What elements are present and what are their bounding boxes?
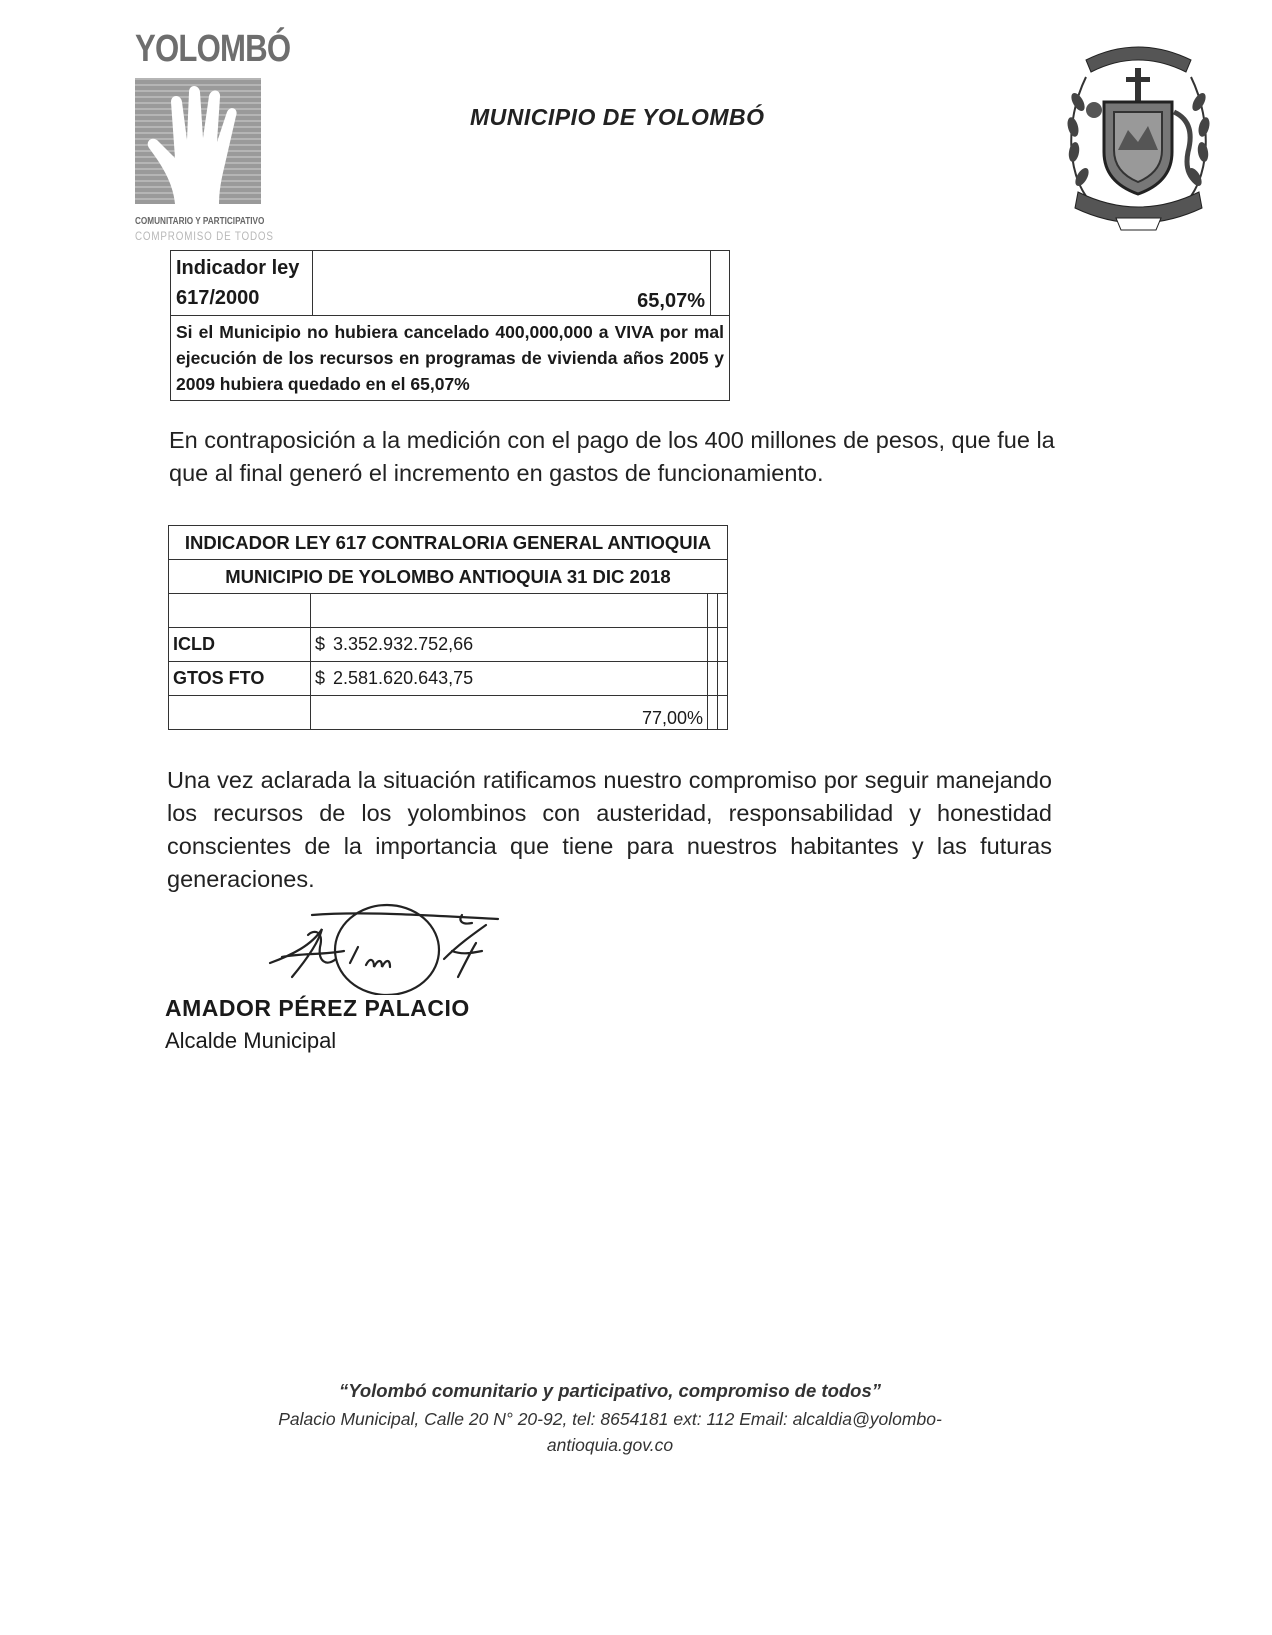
result-percentage: 77,00% [311,696,708,730]
row-amount: 2.581.620.643,75 [333,668,474,688]
row-amount: 3.352.932.752,66 [333,634,474,654]
empty-cell [708,594,718,628]
footer-slogan: “Yolombó comunitario y participativo, compromiso de todos” [338,1380,882,1401]
hand-icon [135,78,261,204]
signer-role: Alcalde Municipal [165,1028,337,1053]
logo-wordmark: YOLOMBÓ [135,28,291,70]
empty-cell [711,251,730,316]
currency-symbol: $ [315,668,326,688]
paragraph-contraposition: En contraposición a la medición con el pago de los 400 millones de pesos, que fue la que al final generó el incremento en gastos de funcionamiento. [169,427,1055,486]
indicator-table [170,250,730,401]
table-row [169,662,728,696]
paragraph-commitment: Una vez aclarada la situación ratificamos nuestro compromiso por seguir manejando los recursos de los yolombinos con austeridad, responsabilidad y honestidad conscientes de la importancia que tiene para nuestros habitantes y las futuras generaciones. [167,767,1052,892]
empty-cell [718,662,728,696]
logo-tagline-1: COMUNITARIO Y PARTICIPATIVO [135,216,265,227]
empty-cell [718,696,728,730]
empty-cell [708,696,718,730]
signature-icon [262,895,512,995]
empty-cell [718,594,728,628]
empty-cell [708,628,718,662]
page-title: MUNICIPIO DE YOLOMBÓ [470,104,765,130]
footer [170,1380,1050,1458]
empty-cell [708,662,718,696]
table-header-1: INDICADOR LEY 617 CONTRALORIA GENERAL ANTIOQUIA [169,526,728,560]
indicator-note: Si el Municipio no hubiera cancelado 400,000,000 a VIVA por mal ejecución de los recursos en programas de vivienda años 2005 y 2009 hubiera quedado en el 65,07% [171,316,730,401]
logo-tagline-2: COMPROMISO DE TODOS [135,229,274,243]
empty-cell [311,594,708,628]
municipal-logo [135,28,291,246]
row-label: GTOS FTO [169,662,311,696]
footer-address-1: Palacio Municipal, Calle 20 N° 20-92, tel: 8654181 ext: 112 Email: alcaldia@yolombo- [278,1409,942,1429]
indicator-value: 65,07% [313,251,711,316]
currency-symbol: $ [315,634,326,654]
row-label: ICLD [169,628,311,662]
coat-of-arms-icon [1056,32,1221,232]
footer-address-2: antioquia.gov.co [546,1435,674,1455]
empty-cell [169,594,311,628]
table-header-2: MUNICIPIO DE YOLOMBO ANTIOQUIA 31 DIC 2018 [169,560,728,594]
row-amount-cell [311,662,708,696]
indicator-label: Indicador ley 617/2000 [171,251,313,316]
law-617-table [168,525,728,730]
signer-name: AMADOR PÉREZ PALACIO [165,995,470,1021]
table-row [169,628,728,662]
empty-cell [718,628,728,662]
row-amount-cell [311,628,708,662]
empty-cell [169,696,311,730]
